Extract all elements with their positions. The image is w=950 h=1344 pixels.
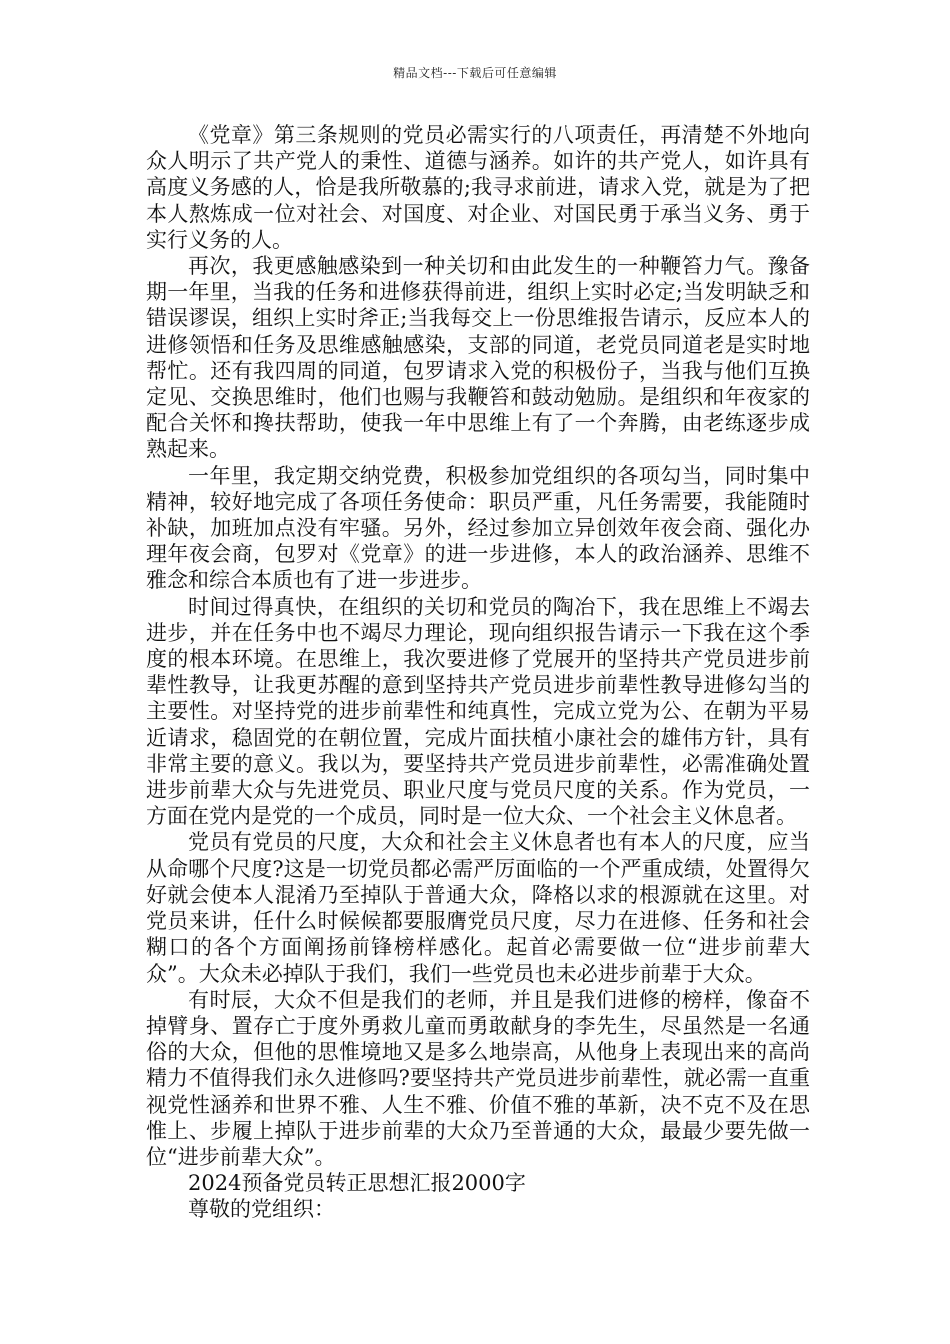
- document-body: [146, 122, 810, 1223]
- document-title: 2024预备党员转正思想汇报2000字: [188, 1171, 526, 1196]
- paragraph: 时间过得真快，在组织的关切和党员的陶冶下，我在思维上不竭去进步，并在任务中也不竭尽力理论，现向组织报告请示一下我在这个季度的根本环境。在思维上，我次要进修了党展开的坚持共产党员进步前辈性教导，让我更苏醒的意到坚持共产党员进步前辈性教导进修勾当的主要性。对坚持党的进步前辈性和纯真性，完成立党为公、在朝为平易近请求，稳固党的在朝位置，完成片面扶植小康社会的雄伟方针，具有非常主要的意义。我以为，要坚持共产党员进步前辈性，必需准确处置进步前辈大众与先进党员、职业尺度与党员尺度的关系。作为党员，一方面在党内是党的一个成员，同时是一位大众、一个社会主义休息者。: [146, 594, 810, 829]
- paragraph: 有时辰，大众不但是我们的老师，并且是我们进修的榜样，像奋不掉臂身、置存亡于度外勇救儿童而勇敢献身的李先生，尽虽然是一名通俗的大众，但他的思惟境地又是多么地崇高，从他身上表现出来的高尚精力不值得我们永久进修吗?要坚持共产党员进步前辈性，就必需一直重视党性涵养和世界不雅、人生不雅、价值不雅的革新，决不克不及在思惟上、步履上掉队于进步前辈的大众乃至普通的大众，最最少要先做一位“进步前辈大众”。: [146, 987, 810, 1169]
- salutation: 尊敬的党组织：: [188, 1197, 335, 1222]
- paragraph: 党员有党员的尺度，大众和社会主义休息者也有本人的尺度，应当从命哪个尺度?这是一切党员都必需严厉面临的一个严重成绩，处置得欠好就会使本人混淆乃至掉队于普通大众，降格以求的根源就在这里。对党员来讲，任什么时候候都要服膺党员尺度，尽力在进修、任务和社会糊口的各个方面阐扬前锋榜样感化。起首必需要做一位“进步前辈大众”。大众未必掉队于我们，我们一些党员也未必进步前辈于大众。: [146, 830, 810, 986]
- paragraph: 一年里，我定期交纳党费，积极参加党组织的各项勾当，同时集中精神，较好地完成了各项任务使命：职员严重，凡任务需要，我能随时补缺，加班加点没有牢骚。另外，经过参加立异创效年夜会商、强化办理年夜会商，包罗对《党章》的进一步进修，本人的政治涵养、思维不雅念和综合本质也有了进一步进步。: [146, 463, 810, 593]
- page-header-note: 精品文档---下载后可任意编辑: [393, 66, 557, 80]
- paragraph: 再次，我更感触感染到一种关切和由此发生的一种鞭笞力气。豫备期一年里，当我的任务和进修获得前进，组织上实时必定;当发明缺乏和错误谬误，组织上实时斧正;当我每交上一份思维报告请示，反应本人的进修领悟和任务及思维感触感染，支部的同道，老党员同道老是实时地帮忙。还有我四周的同道，包罗请求入党的积极份子，当我与他们互换定见、交换思维时，他们也赐与我鞭笞和鼓动勉励。是组织和年夜家的配合关怀和搀扶帮助，使我一年中思维上有了一个奔腾，由老练逐步成熟起来。: [146, 254, 810, 462]
- paragraph: 《党章》第三条规则的党员必需实行的八项责任，再清楚不外地向众人明示了共产党人的秉性、道德与涵养。如许的共产党人，如许具有高度义务感的人，恰是我所敬慕的;我寻求前进，请求入党，就是为了把本人熬炼成一位对社会、对国度、对企业、对国民勇于承当义务、勇于实行义务的人。: [146, 123, 810, 252]
